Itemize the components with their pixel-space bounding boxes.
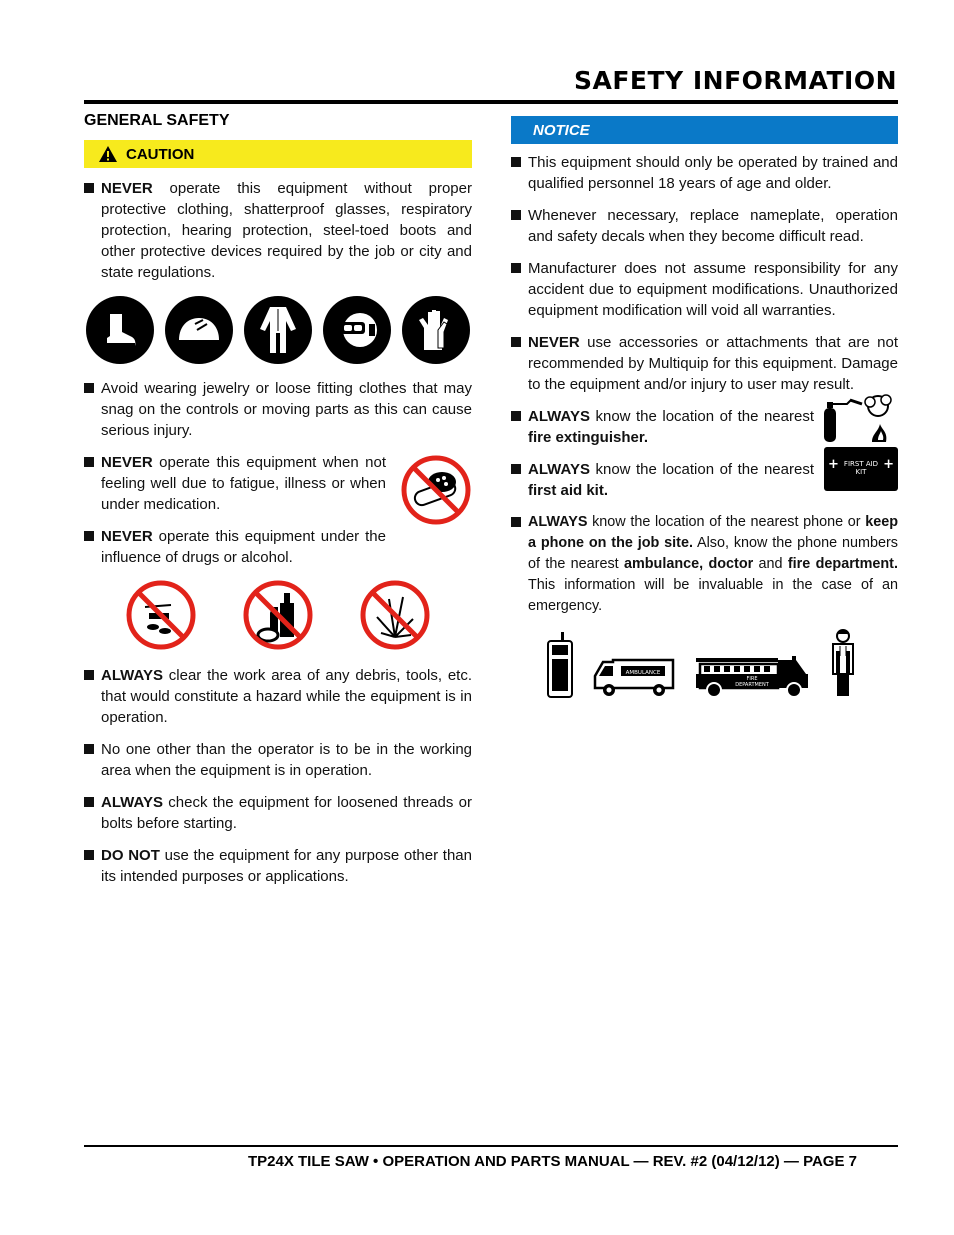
notice-bar (511, 116, 898, 144)
bullet-text: and (753, 556, 788, 572)
bullet-text: operate this equipment without proper protective clothing, shatterproof glasses, respiratory protection, hearing protection, steel-toed boots and other protective devices required by the job or city and state regulations. (101, 180, 472, 281)
no-medication-icon (400, 454, 472, 526)
bullet-square-icon (511, 157, 521, 167)
bullet-bold: fire department. (787, 556, 898, 572)
gloves-icon (402, 296, 470, 364)
cell-phone-icon (547, 632, 573, 698)
bullet-text: This information will be invaluable in the case of an emergency. (528, 577, 898, 614)
emergency-icon-row (511, 628, 898, 698)
bullet-text: No one other than the operator is to be in the working area when the equipment is in operation. (101, 741, 472, 779)
list-item (84, 178, 472, 283)
list-item (511, 332, 898, 395)
caution-bar (84, 140, 472, 168)
first-aid-kit-label: KIT (855, 468, 867, 476)
right-column (511, 116, 898, 698)
bullet-square-icon (511, 263, 521, 273)
coverall-icon (244, 296, 312, 364)
page-title: SAFETY INFORMATION (574, 66, 897, 95)
bullet-bold: first aid kit. (528, 482, 609, 499)
medication-item (84, 452, 472, 526)
notice-label: NOTICE (533, 121, 590, 139)
no-drugs-icon (125, 579, 197, 651)
ppe-icon-row (84, 294, 472, 364)
bullet-square-icon (84, 744, 94, 754)
bullet-bold: ALWAYS (101, 667, 163, 684)
bullet-bold: DO NOT (101, 847, 160, 864)
list-item (511, 459, 814, 501)
bullet-square-icon (84, 383, 94, 393)
bullet-text: operate this equipment when not feeling well due to fatigue, illness or when under medication. (101, 454, 386, 513)
face-shield-icon (323, 296, 391, 364)
bullet-square-icon (511, 337, 521, 347)
bullet-text: know the location of the nearest phone or (587, 514, 866, 530)
fire-truck-label: FIRE (746, 676, 758, 682)
list-item (84, 792, 472, 834)
bullet-bold: ALWAYS (528, 514, 588, 530)
bullet-text: Whenever necessary, replace nameplate, operation and safety decals when they become difficult read. (528, 207, 898, 245)
list-item (84, 526, 472, 568)
bullet-bold: fire extinguisher. (528, 429, 649, 446)
list-item (84, 845, 472, 887)
boot-icon (86, 296, 154, 364)
bullet-bold: NEVER (101, 180, 153, 197)
list-item (84, 378, 472, 441)
left-column (84, 112, 472, 898)
warning-triangle-icon (98, 145, 118, 163)
bullet-text: use the equipment for any purpose other than its intended purposes or applications. (101, 847, 472, 885)
list-item (511, 406, 814, 448)
bullet-square-icon (511, 464, 521, 474)
fire-truck-label: DEPARTMENT (734, 682, 769, 688)
list-item (511, 205, 898, 247)
bullet-text: This equipment should only be operated by trained and qualified personnel 18 years of age and older. (528, 154, 898, 192)
list-item (84, 739, 472, 781)
fire-truck-icon (696, 652, 808, 698)
bullet-square-icon (84, 183, 94, 193)
doctor-icon (828, 628, 858, 698)
list-item (511, 512, 898, 617)
ambulance-icon (593, 656, 675, 698)
bullet-square-icon (84, 457, 94, 467)
list-item (511, 258, 898, 321)
bullet-bold: ALWAYS (101, 794, 163, 811)
bullet-bold: ALWAYS (528, 408, 590, 425)
bullet-bold: ALWAYS (528, 461, 590, 478)
bullet-square-icon (84, 531, 94, 541)
bullet-bold: keep a phone on the job site. (528, 514, 898, 551)
bullet-square-icon (84, 797, 94, 807)
bullet-text: check the equipment for loosened threads or bolts before starting. (101, 794, 472, 832)
bullet-text: know the location of the nearest (589, 461, 814, 478)
footer-rule (84, 1145, 898, 1147)
bullet-text: clear the work area of any debris, tools, etc. that would constitute a hazard while the equipment is in operation. (101, 667, 472, 726)
list-item (84, 452, 386, 515)
bullet-bold: NEVER (528, 334, 580, 351)
hard-hat-icon (165, 296, 233, 364)
caution-label: CAUTION (126, 145, 195, 163)
bullet-text: Avoid wearing jewelry or loose fitting clothes that may snag on the controls or moving parts as this can cause serious injury. (101, 380, 472, 439)
bullet-bold: NEVER (101, 528, 153, 545)
bullet-square-icon (511, 210, 521, 220)
bullet-square-icon (84, 850, 94, 860)
bullet-text: know the location of the nearest (589, 408, 814, 425)
bullet-text: use accessories or attachments that are not recommended by Multiquip for this equipment. Damage to the equipment and/or injury to user may result. (528, 334, 898, 393)
title-rule (84, 100, 898, 104)
no-alcohol-icon (242, 579, 314, 651)
list-item (84, 665, 472, 728)
page-footer: TP24X TILE SAW • OPERATION AND PARTS MANUAL — REV. #2 (04/12/12) — PAGE 7 (248, 1153, 857, 1170)
bullet-square-icon (511, 517, 521, 527)
bullet-bold: ambulance, doctor (623, 556, 754, 572)
bullet-text: Manufacturer does not assume responsibility for any accident due to equipment modifications. Unauthorized equipment modification will void all warranties. (528, 260, 898, 319)
first-aid-item (511, 459, 898, 512)
bullet-bold: NEVER (101, 454, 153, 471)
ambulance-label: AMBULANCE (625, 670, 661, 676)
no-narcotics-icon (359, 579, 431, 651)
bullet-text: operate this equipment under the influence of drugs or alcohol. (101, 528, 386, 566)
first-aid-kit-label: FIRST AID (843, 460, 879, 468)
bullet-square-icon (511, 411, 521, 421)
bullet-square-icon (84, 670, 94, 680)
bullet-text: Also, know the phone numbers of the nearest (528, 535, 898, 572)
general-safety-heading: GENERAL SAFETY (84, 112, 230, 129)
plus-icon: + (883, 457, 894, 472)
fire-extinguisher-icon (822, 394, 898, 444)
first-aid-kit-icon (824, 447, 898, 491)
drug-prohibition-row (84, 579, 472, 651)
plus-icon: + (828, 457, 839, 472)
list-item (511, 152, 898, 194)
